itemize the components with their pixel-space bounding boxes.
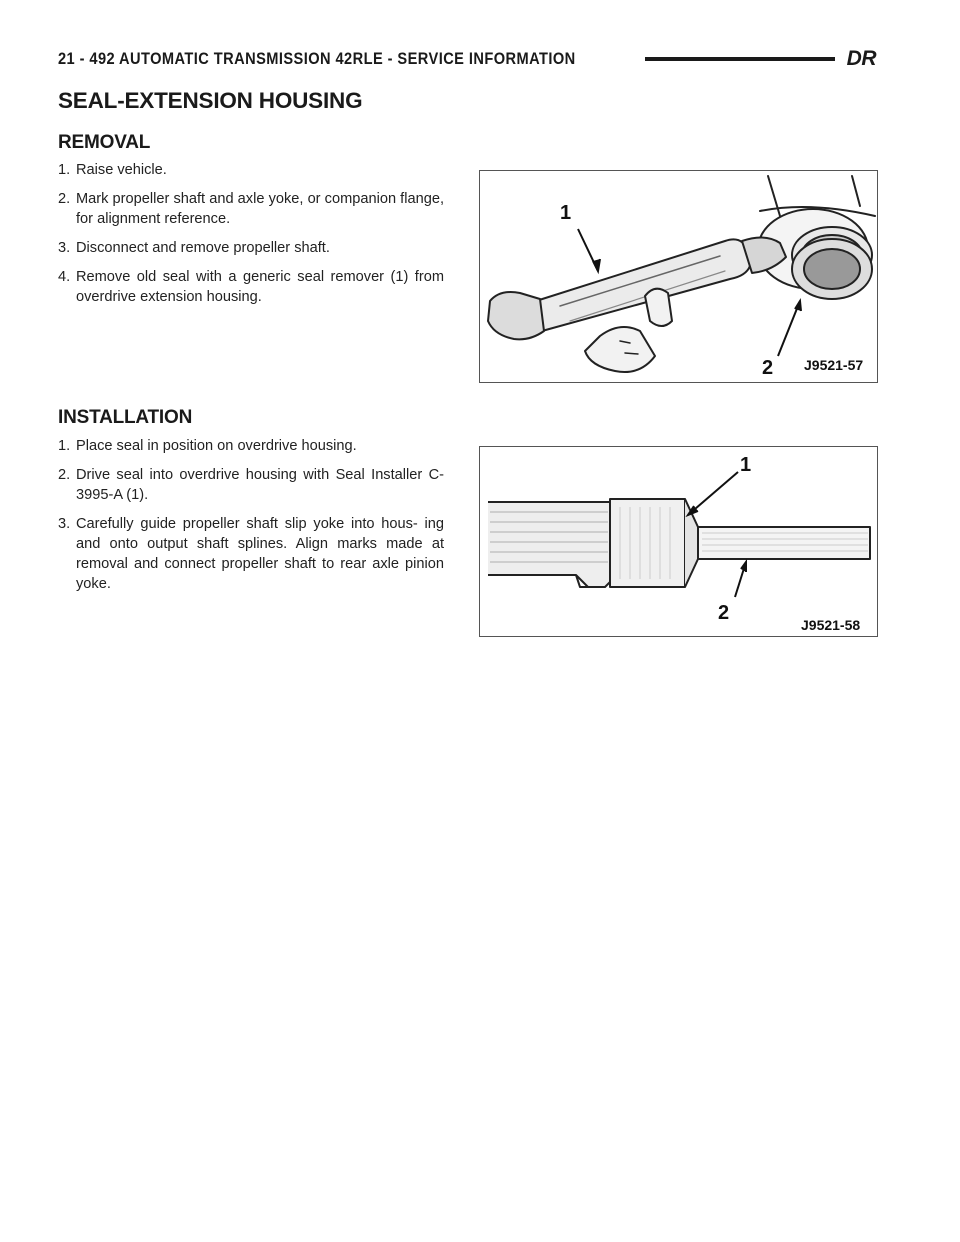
step-number: 3. xyxy=(58,240,71,256)
step-text: Carefully guide propeller shaft slip yoke into hous- ing and onto output shaft splines. Align marks made at removal and connect propeller shaft to rear axle pinion yoke. xyxy=(76,516,444,592)
step-number: 2. xyxy=(58,467,71,483)
step-text: Place seal in position on overdrive housing. xyxy=(76,438,357,454)
step-number: 1. xyxy=(58,162,71,178)
callout-1: 1 xyxy=(740,454,752,476)
figure-id: J9521-57 xyxy=(804,357,864,373)
installer-handle xyxy=(698,527,870,559)
step-text: Remove old seal with a generic seal remover (1) from overdrive extension housing. xyxy=(76,269,444,305)
list-item xyxy=(58,160,444,180)
step-number: 3. xyxy=(58,516,71,532)
list-item xyxy=(58,514,444,594)
handle-grip xyxy=(488,292,544,339)
remover-handle xyxy=(528,239,750,331)
removal-figure xyxy=(479,170,878,383)
seal-installer-illustration xyxy=(480,447,877,636)
list-item xyxy=(58,465,444,505)
list-item xyxy=(58,189,444,229)
removal-heading: REMOVAL xyxy=(58,132,151,153)
removal-steps xyxy=(58,160,444,316)
callout-1: 1 xyxy=(560,202,572,224)
step-number: 2. xyxy=(58,191,71,207)
header-rule xyxy=(645,57,835,61)
step-number: 4. xyxy=(58,269,71,285)
list-item xyxy=(58,436,444,456)
seal-remover-illustration xyxy=(480,171,877,382)
step-text: Raise vehicle. xyxy=(76,162,167,178)
callout-2: 2 xyxy=(718,602,730,624)
header-model-code: DR xyxy=(846,47,876,70)
seal-installer-body xyxy=(610,499,685,587)
header-page-title: 21 - 492 AUTOMATIC TRANSMISSION 42RLE - SERVICE INFORMATION xyxy=(58,49,576,68)
housing-edge-right xyxy=(852,176,860,206)
extension-housing xyxy=(488,502,610,587)
hand xyxy=(585,327,655,372)
installation-steps xyxy=(58,436,444,603)
step-text: Disconnect and remove propeller shaft. xyxy=(76,240,330,256)
list-item xyxy=(58,267,444,307)
thumb xyxy=(645,289,672,326)
step-number: 1. xyxy=(58,438,71,454)
installation-figure xyxy=(479,446,878,637)
step-text: Drive seal into overdrive housing with Seal Installer C-3995-A (1). xyxy=(76,467,444,503)
callout-2: 2 xyxy=(762,357,774,379)
figure-id: J9521-58 xyxy=(801,617,861,633)
section-title: SEAL-EXTENSION HOUSING xyxy=(58,88,363,113)
list-item xyxy=(58,238,444,258)
page-header xyxy=(58,46,876,72)
installation-heading: INSTALLATION xyxy=(58,407,193,428)
step-text: Mark propeller shaft and axle yoke, or companion flange, for alignment reference. xyxy=(76,191,444,227)
